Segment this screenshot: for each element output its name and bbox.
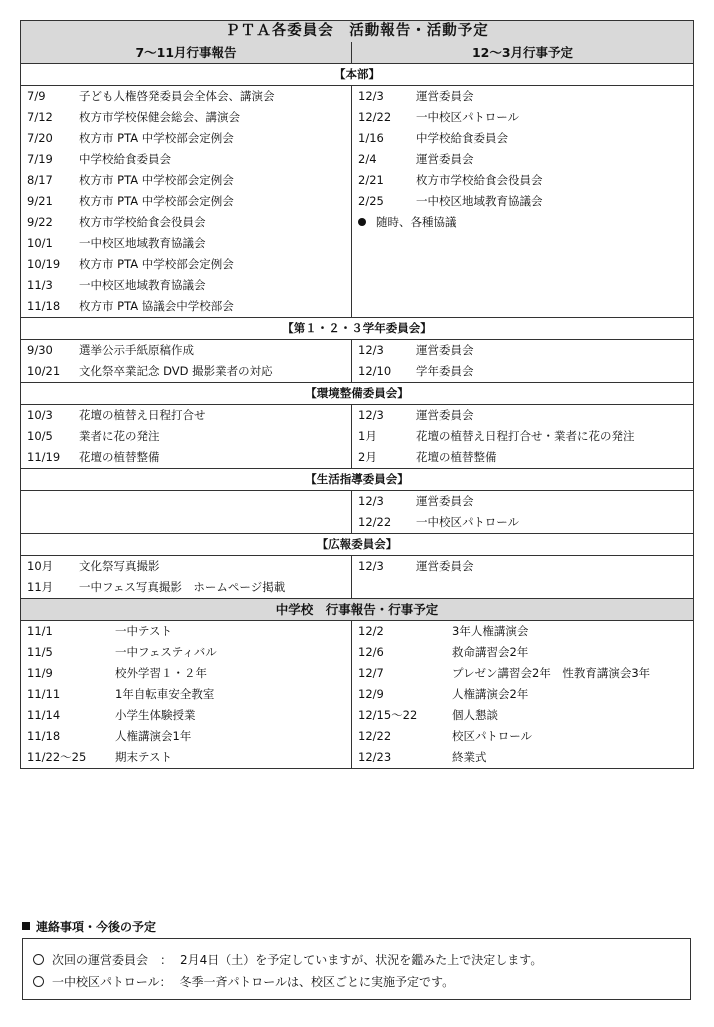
entry-date: 10/21 bbox=[27, 364, 61, 378]
entry-text: 子ども人権啓発委員会全体会、講演会 bbox=[79, 89, 275, 103]
plan-cell bbox=[352, 556, 694, 578]
table-row bbox=[21, 642, 694, 663]
entry-text: 一中校区地域教育協議会 bbox=[79, 236, 206, 250]
entry-text: 文化祭写真撮影 bbox=[79, 559, 160, 573]
entry-date: 7/12 bbox=[27, 110, 53, 124]
report-cell bbox=[21, 405, 352, 427]
left-column-heading: 7〜11月行事報告 bbox=[21, 42, 352, 64]
table-row bbox=[21, 361, 694, 383]
entry-text: 花壇の植替整備 bbox=[416, 450, 497, 464]
entry-text: 枚方市 PTA 協議会中学校部会 bbox=[79, 299, 234, 313]
notes-heading-text: 連絡事項・今後の予定 bbox=[36, 920, 157, 934]
entry-text: 選挙公示手紙原稿作成 bbox=[79, 343, 194, 357]
entry-date: 9/21 bbox=[27, 194, 53, 208]
entry-date: 10/3 bbox=[27, 408, 53, 422]
plan-cell bbox=[352, 86, 694, 108]
table-row bbox=[21, 747, 694, 769]
plan-cell bbox=[352, 447, 694, 469]
note-line bbox=[33, 971, 680, 993]
plan-cell bbox=[352, 747, 694, 769]
entry-date: 11/18 bbox=[27, 729, 61, 743]
entry-text: 一中校区地域教育協議会 bbox=[79, 278, 206, 292]
entry-text: 期末テスト bbox=[115, 750, 173, 764]
entry-date: 10月 bbox=[27, 559, 54, 573]
entry-date: 9/30 bbox=[27, 343, 53, 357]
table-row bbox=[21, 447, 694, 469]
plan-cell bbox=[352, 405, 694, 427]
entry-date: 12/3 bbox=[358, 494, 384, 508]
entry-date: 10/19 bbox=[27, 257, 61, 271]
entry-text: 1年自転車安全教室 bbox=[115, 687, 215, 701]
entry-text: 運営委員会 bbox=[416, 408, 474, 422]
bullet-icon bbox=[358, 218, 366, 226]
entry-date: 11/9 bbox=[27, 666, 53, 680]
entry-text: 枚方市 PTA 中学校部会定例会 bbox=[79, 173, 234, 187]
section-header-row bbox=[21, 383, 694, 405]
entry-text: 人権講演会1年 bbox=[115, 729, 192, 743]
circle-bullet-icon bbox=[33, 954, 44, 965]
section-header-row bbox=[21, 64, 694, 86]
report-cell bbox=[21, 275, 352, 296]
report-cell bbox=[21, 212, 352, 233]
table-row bbox=[21, 86, 694, 108]
report-cell bbox=[21, 642, 352, 663]
entry-text: 一中校区パトロール bbox=[416, 515, 520, 529]
note-label: 次回の運営委員会 ： bbox=[52, 953, 173, 967]
entry-date: 12/22 bbox=[358, 729, 392, 743]
entry-text: 一中フェス写真撮影 ホームページ掲載 bbox=[79, 580, 286, 594]
plan-cell bbox=[352, 254, 694, 275]
entry-text: 花壇の植替え日程打合せ bbox=[79, 408, 206, 422]
entry-text: 一中フェスティバル bbox=[115, 645, 217, 659]
entry-date: 12/6 bbox=[358, 645, 384, 659]
report-cell bbox=[21, 556, 352, 578]
report-cell bbox=[21, 191, 352, 212]
section-header-row bbox=[21, 534, 694, 556]
entry-date: 12/3 bbox=[358, 89, 384, 103]
table-row bbox=[21, 726, 694, 747]
report-cell bbox=[21, 684, 352, 705]
entry-date: 11/22〜25 bbox=[27, 750, 87, 764]
entry-text: 枚方市学校給食会役員会 bbox=[79, 215, 206, 229]
table-row bbox=[21, 296, 694, 318]
page-title: ＰＴＡ各委員会 活動報告・活動予定 bbox=[21, 21, 694, 43]
entry-text: 枚方市学校給食会役員会 bbox=[416, 173, 543, 187]
entry-text: 運営委員会 bbox=[416, 343, 474, 357]
table-row bbox=[21, 275, 694, 296]
column-heading-row bbox=[21, 42, 694, 64]
table-row bbox=[21, 491, 694, 513]
report-cell bbox=[21, 170, 352, 191]
plan-cell bbox=[352, 340, 694, 362]
report-cell bbox=[21, 491, 352, 513]
report-cell bbox=[21, 663, 352, 684]
section-title: 【広報委員会】 bbox=[21, 534, 694, 556]
plan-cell bbox=[352, 361, 694, 383]
entry-text: 業者に花の発注 bbox=[79, 429, 160, 443]
section-title: 【第１・２・３学年委員会】 bbox=[21, 318, 694, 340]
entry-date: 2/21 bbox=[358, 173, 384, 187]
report-cell bbox=[21, 747, 352, 769]
entry-text: 中学校給食委員会 bbox=[416, 131, 508, 145]
entry-date: 10/1 bbox=[27, 236, 53, 250]
entry-date: 12/3 bbox=[358, 408, 384, 422]
entry-text: 花壇の植替え日程打合せ・業者に花の発注 bbox=[416, 429, 635, 443]
report-cell bbox=[21, 107, 352, 128]
entry-text: 小学生体験授業 bbox=[115, 708, 196, 722]
circle-bullet-icon bbox=[33, 976, 44, 987]
entry-text: 校外学習１・２年 bbox=[115, 666, 207, 680]
entry-date: 12/15〜22 bbox=[358, 708, 418, 722]
table-row bbox=[21, 170, 694, 191]
entry-date: 9/22 bbox=[27, 215, 53, 229]
report-cell bbox=[21, 296, 352, 318]
section-header-row bbox=[21, 318, 694, 340]
note-label: 一中校区パトロール： bbox=[52, 975, 172, 989]
report-cell bbox=[21, 233, 352, 254]
entry-date: 12/3 bbox=[358, 343, 384, 357]
entry-text: 枚方市 PTA 中学校部会定例会 bbox=[79, 194, 234, 208]
report-cell bbox=[21, 340, 352, 362]
table-row bbox=[21, 426, 694, 447]
report-cell bbox=[21, 149, 352, 170]
entry-date: 7/19 bbox=[27, 152, 53, 166]
entry-text: 個人懇談 bbox=[452, 708, 498, 722]
plan-cell bbox=[352, 426, 694, 447]
entry-date: 12/22 bbox=[358, 515, 392, 529]
entry-date: 12/3 bbox=[358, 559, 384, 573]
report-cell bbox=[21, 577, 352, 599]
entry-date: 11/19 bbox=[27, 450, 61, 464]
report-cell bbox=[21, 705, 352, 726]
entry-date: 2/4 bbox=[358, 152, 377, 166]
entry-text: 終業式 bbox=[452, 750, 487, 764]
table-row bbox=[21, 663, 694, 684]
plan-cell bbox=[352, 275, 694, 296]
notes-heading bbox=[22, 918, 156, 935]
section-header-row bbox=[21, 469, 694, 491]
entry-text: 運営委員会 bbox=[416, 559, 474, 573]
plan-cell bbox=[352, 705, 694, 726]
table-row bbox=[21, 405, 694, 427]
plan-cell bbox=[352, 642, 694, 663]
table-row bbox=[21, 577, 694, 599]
report-page bbox=[20, 20, 693, 769]
note-line bbox=[33, 949, 680, 971]
plan-cell bbox=[352, 149, 694, 170]
entry-text: 3年人権講演会 bbox=[452, 624, 529, 638]
entry-text: 随時、各種協議 bbox=[376, 215, 457, 229]
table-row bbox=[21, 340, 694, 362]
report-cell bbox=[21, 447, 352, 469]
plan-cell bbox=[352, 726, 694, 747]
entry-text: 救命講習会2年 bbox=[452, 645, 529, 659]
plan-cell bbox=[352, 684, 694, 705]
table-row bbox=[21, 191, 694, 212]
entry-date: 1月 bbox=[358, 429, 377, 443]
entry-text: 枚方市 PTA 中学校部会定例会 bbox=[79, 131, 234, 145]
entry-text: 人権講演会2年 bbox=[452, 687, 529, 701]
entry-date: 11/5 bbox=[27, 645, 53, 659]
entry-date: 2/25 bbox=[358, 194, 384, 208]
entry-text: プレゼン講習会2年 性教育講演会3年 bbox=[452, 666, 651, 680]
square-bullet-icon bbox=[22, 922, 30, 930]
entry-date: 11月 bbox=[27, 580, 54, 594]
table-row bbox=[21, 233, 694, 254]
right-column-heading: 12〜3月行事予定 bbox=[352, 42, 694, 64]
plan-cell bbox=[352, 233, 694, 254]
entry-date: 8/17 bbox=[27, 173, 53, 187]
entry-text: 運営委員会 bbox=[416, 494, 474, 508]
entry-date: 11/3 bbox=[27, 278, 53, 292]
table-row bbox=[21, 512, 694, 534]
entry-text: 文化祭卒業記念 DVD 撮影業者の対応 bbox=[79, 364, 273, 378]
entry-date: 12/22 bbox=[358, 110, 392, 124]
notes-box bbox=[22, 938, 691, 1000]
report-cell bbox=[21, 128, 352, 149]
report-cell bbox=[21, 254, 352, 275]
section-title: 【生活指導委員会】 bbox=[21, 469, 694, 491]
entry-date: 7/20 bbox=[27, 131, 53, 145]
table-row bbox=[21, 254, 694, 275]
school-section-header bbox=[21, 599, 694, 621]
report-cell bbox=[21, 426, 352, 447]
table-row bbox=[21, 128, 694, 149]
table-row bbox=[21, 107, 694, 128]
report-cell bbox=[21, 86, 352, 108]
section-title: 【本部】 bbox=[21, 64, 694, 86]
entry-text: 一中校区パトロール bbox=[416, 110, 520, 124]
section-title: 中学校 行事報告・行事予定 bbox=[21, 599, 694, 621]
plan-cell bbox=[352, 170, 694, 191]
plan-cell bbox=[352, 577, 694, 599]
entry-date: 11/14 bbox=[27, 708, 61, 722]
entry-text: 一中テスト bbox=[115, 624, 173, 638]
table-row bbox=[21, 684, 694, 705]
report-cell bbox=[21, 361, 352, 383]
report-cell bbox=[21, 512, 352, 534]
entry-date: 11/18 bbox=[27, 299, 61, 313]
table-row bbox=[21, 212, 694, 233]
entry-text: 校区パトロール bbox=[452, 729, 533, 743]
schedule-table bbox=[20, 20, 694, 769]
note-text: 冬季一斉パトロールは、校区ごとに実施予定です。 bbox=[179, 975, 455, 989]
entry-text: 一中校区地域教育協議会 bbox=[416, 194, 543, 208]
entry-text: 枚方市学校保健会総会、講演会 bbox=[79, 110, 240, 124]
report-cell bbox=[21, 621, 352, 643]
plan-cell bbox=[352, 512, 694, 534]
section-title: 【環境整備委員会】 bbox=[21, 383, 694, 405]
entry-text: 学年委員会 bbox=[416, 364, 474, 378]
table-title-row bbox=[21, 21, 694, 43]
entry-text: 運営委員会 bbox=[416, 152, 474, 166]
entry-date: 2月 bbox=[358, 450, 377, 464]
plan-cell bbox=[352, 663, 694, 684]
entry-date: 12/23 bbox=[358, 750, 392, 764]
table-row bbox=[21, 705, 694, 726]
entry-text: 花壇の植替整備 bbox=[79, 450, 160, 464]
plan-cell bbox=[352, 128, 694, 149]
plan-cell bbox=[352, 491, 694, 513]
entry-date: 7/9 bbox=[27, 89, 46, 103]
plan-cell bbox=[352, 621, 694, 643]
entry-date: 12/7 bbox=[358, 666, 384, 680]
entry-date: 10/5 bbox=[27, 429, 53, 443]
plan-cell bbox=[352, 212, 694, 233]
table-row bbox=[21, 556, 694, 578]
entry-text: 中学校給食委員会 bbox=[79, 152, 171, 166]
table-row bbox=[21, 149, 694, 170]
entry-text: 運営委員会 bbox=[416, 89, 474, 103]
plan-cell bbox=[352, 107, 694, 128]
entry-date: 1/16 bbox=[358, 131, 384, 145]
entry-date: 12/9 bbox=[358, 687, 384, 701]
plan-cell bbox=[352, 296, 694, 318]
entry-date: 12/2 bbox=[358, 624, 384, 638]
note-text: 2月4日（土）を予定していますが、状況を鑑みた上で決定します。 bbox=[180, 953, 543, 967]
entry-date: 11/11 bbox=[27, 687, 61, 701]
table-row bbox=[21, 621, 694, 643]
entry-text: 枚方市 PTA 中学校部会定例会 bbox=[79, 257, 234, 271]
plan-cell bbox=[352, 191, 694, 212]
entry-date: 12/10 bbox=[358, 364, 392, 378]
entry-date: 11/1 bbox=[27, 624, 53, 638]
report-cell bbox=[21, 726, 352, 747]
